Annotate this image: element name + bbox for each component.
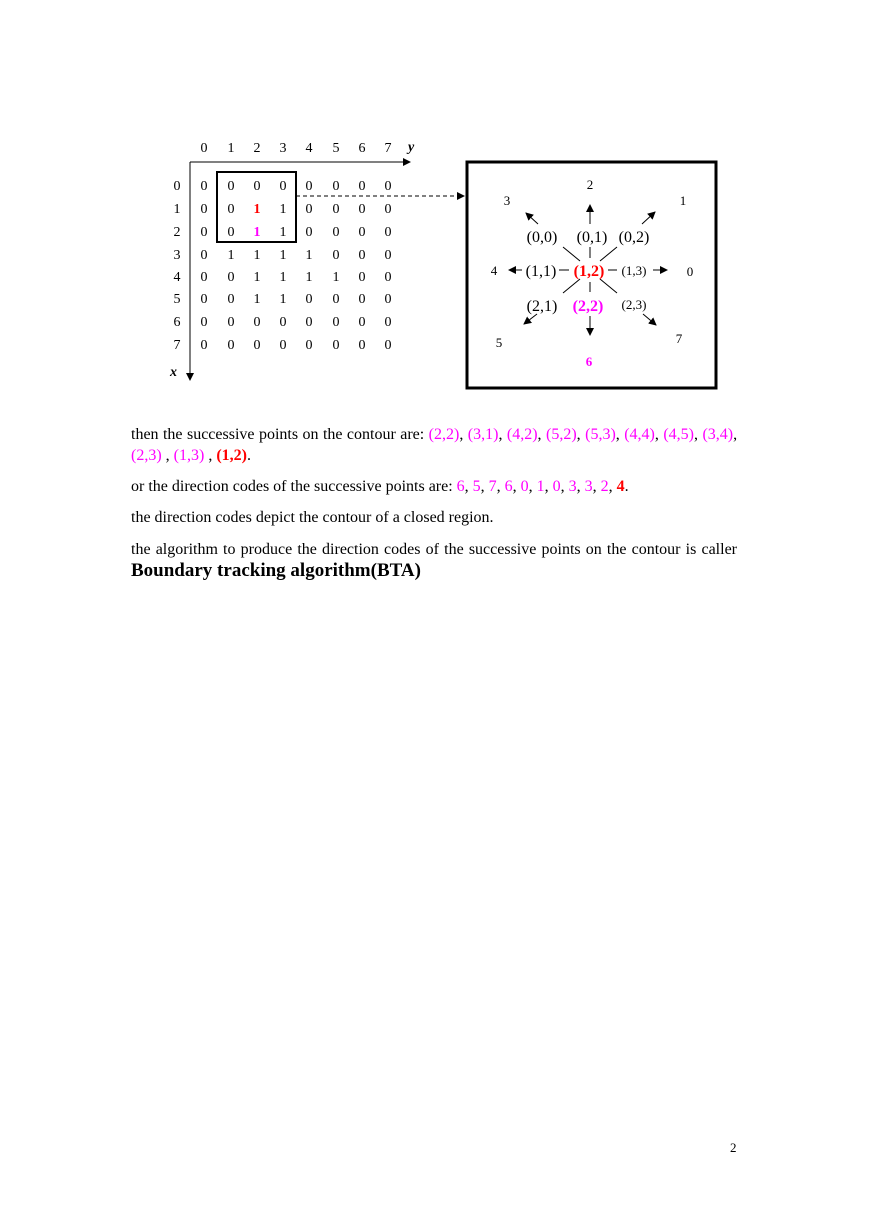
grid-cell: 0 bbox=[253, 179, 261, 194]
grid-cell: 0 bbox=[227, 338, 235, 353]
row-label: 1 bbox=[173, 202, 181, 217]
grid-cell: 0 bbox=[384, 270, 392, 285]
cell-1-1: (1,1) bbox=[525, 263, 557, 280]
grid-cell: 0 bbox=[384, 315, 392, 330]
grid-cell: 0 bbox=[332, 292, 340, 307]
col-label: 1 bbox=[227, 141, 235, 156]
grid-cell: 0 bbox=[384, 225, 392, 240]
paragraph-direction-codes: or the direction codes of the successive points are: 6, 5, 7, 6, 0, 1, 0, 3, 3, 2, 4. bbox=[131, 478, 629, 495]
grid-cell: 0 bbox=[200, 315, 208, 330]
cell-1-2: (1,2) bbox=[573, 263, 605, 280]
grid-cell: 0 bbox=[332, 248, 340, 263]
cell-0-0: (0,0) bbox=[526, 229, 558, 246]
grid-cell: 0 bbox=[358, 315, 366, 330]
direction-code-0: 0 bbox=[686, 264, 694, 279]
grid-cell: 0 bbox=[358, 202, 366, 217]
grid-cell: 0 bbox=[305, 225, 313, 240]
grid-cell: 1 bbox=[253, 292, 261, 307]
col-label: 5 bbox=[332, 141, 340, 156]
arrow-up-left bbox=[526, 213, 538, 224]
grid-cell: 0 bbox=[358, 338, 366, 353]
grid-cell: 0 bbox=[200, 179, 208, 194]
grid-cell: 1 bbox=[279, 225, 287, 240]
grid-cell: 0 bbox=[227, 270, 235, 285]
col-label: 6 bbox=[358, 141, 366, 156]
col-label: 2 bbox=[253, 141, 261, 156]
y-axis-label: y bbox=[408, 140, 415, 155]
grid-cell: 1 bbox=[253, 270, 261, 285]
col-label: 3 bbox=[279, 141, 287, 156]
row-label: 7 bbox=[173, 338, 181, 353]
grid-cell: 1 bbox=[227, 248, 235, 263]
paragraph-contour-points: then the successive points on the contour are: (2,2), (3,1), (4,2), (5,2), (5,3), (4,4), (4,5), (3,4), (2,3) , (1,3) , (1,2). bbox=[131, 426, 738, 464]
grid-cell: 0 bbox=[332, 315, 340, 330]
paragraph-closed-region: the direction codes depict the contour of a closed region. bbox=[131, 509, 494, 526]
cell-1-3: (1,3) bbox=[621, 263, 647, 278]
grid-cell: 0 bbox=[200, 248, 208, 263]
grid-cell: 0 bbox=[200, 202, 208, 217]
direction-code-7: 7 bbox=[675, 331, 683, 346]
grid-cell: 0 bbox=[332, 202, 340, 217]
grid-cell: 0 bbox=[305, 292, 313, 307]
row-label: 6 bbox=[173, 315, 181, 330]
cell-0-1: (0,1) bbox=[576, 229, 608, 246]
direction-code-5: 5 bbox=[495, 335, 503, 350]
grid-cell: 0 bbox=[227, 292, 235, 307]
grid-cell: 0 bbox=[358, 292, 366, 307]
grid-cell: 0 bbox=[227, 202, 235, 217]
x-axis-label: x bbox=[170, 365, 177, 380]
grid-cell: 1 bbox=[279, 270, 287, 285]
grid-cell: 0 bbox=[200, 270, 208, 285]
arrow-up-right bbox=[642, 212, 655, 224]
col-label: 4 bbox=[305, 141, 313, 156]
row-label: 4 bbox=[173, 270, 181, 285]
grid-cell: 0 bbox=[200, 292, 208, 307]
grid-cell: 0 bbox=[332, 225, 340, 240]
col-label: 7 bbox=[384, 141, 392, 156]
grid-cell: 1 bbox=[279, 202, 287, 217]
grid-cell: 0 bbox=[305, 338, 313, 353]
grid-cell: 0 bbox=[332, 179, 340, 194]
row-label: 0 bbox=[173, 179, 181, 194]
grid-cell: 0 bbox=[358, 248, 366, 263]
col-label: 0 bbox=[200, 141, 208, 156]
arrow-down-left bbox=[524, 314, 537, 324]
grid-cell: 1 bbox=[305, 248, 313, 263]
grid-cell: 0 bbox=[358, 270, 366, 285]
grid-cell: 1 bbox=[253, 225, 261, 240]
grid-cell: 0 bbox=[279, 315, 287, 330]
direction-code-2: 2 bbox=[586, 177, 594, 192]
grid-cell: 0 bbox=[305, 179, 313, 194]
row-label: 2 bbox=[173, 225, 181, 240]
grid-cell: 0 bbox=[332, 338, 340, 353]
direction-code-1: 1 bbox=[679, 193, 687, 208]
grid-cell: 0 bbox=[384, 248, 392, 263]
grid-cell: 0 bbox=[200, 338, 208, 353]
cell-2-3: (2,3) bbox=[621, 297, 647, 312]
grid-cell: 1 bbox=[305, 270, 313, 285]
grid-cell: 0 bbox=[253, 338, 261, 353]
cell-0-2: (0,2) bbox=[618, 229, 650, 246]
grid-cell: 0 bbox=[358, 225, 366, 240]
cell-2-2: (2,2) bbox=[572, 298, 604, 315]
paragraph-bta: the algorithm to produce the direction codes of the successive points on the contour is caller Boundary tracking algorithm(BTA) bbox=[131, 541, 737, 581]
grid-cell: 0 bbox=[227, 225, 235, 240]
direction-code-6: 6 bbox=[585, 354, 593, 369]
grid-cell: 0 bbox=[253, 315, 261, 330]
grid-cell: 0 bbox=[384, 179, 392, 194]
grid-cell: 0 bbox=[279, 179, 287, 194]
row-label: 3 bbox=[173, 248, 181, 263]
grid-cell: 0 bbox=[227, 179, 235, 194]
grid-cell: 1 bbox=[253, 202, 261, 217]
grid-cell: 0 bbox=[384, 292, 392, 307]
cell-2-1: (2,1) bbox=[526, 298, 558, 315]
row-label: 5 bbox=[173, 292, 181, 307]
direction-code-4: 4 bbox=[490, 263, 498, 278]
grid-cell: 0 bbox=[227, 315, 235, 330]
grid-cell: 1 bbox=[279, 292, 287, 307]
grid-cell: 1 bbox=[253, 248, 261, 263]
grid-cell: 0 bbox=[279, 338, 287, 353]
grid-cell: 0 bbox=[384, 338, 392, 353]
grid-cell: 1 bbox=[279, 248, 287, 263]
grid-cell: 0 bbox=[305, 202, 313, 217]
direction-code-3: 3 bbox=[503, 193, 511, 208]
grid-cell: 0 bbox=[305, 315, 313, 330]
grid-cell: 1 bbox=[332, 270, 340, 285]
figure bbox=[0, 0, 869, 420]
grid-cell: 0 bbox=[358, 179, 366, 194]
grid-cell: 0 bbox=[384, 202, 392, 217]
arrow-down-right bbox=[643, 314, 656, 325]
grid-cell: 0 bbox=[200, 225, 208, 240]
page-number: 2 bbox=[730, 1140, 737, 1155]
